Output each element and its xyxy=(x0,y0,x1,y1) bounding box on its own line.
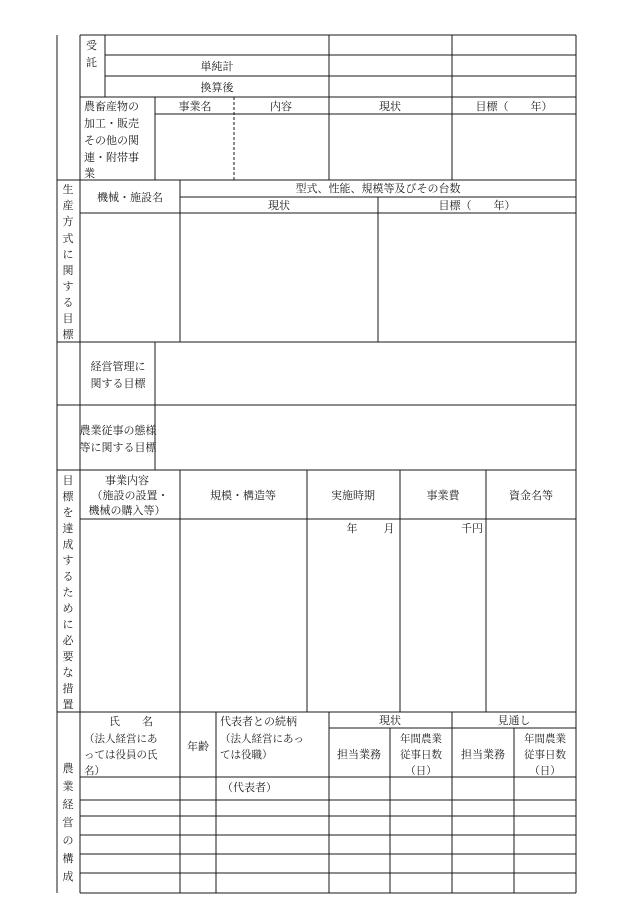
measures-side-char-9: め xyxy=(62,602,74,615)
production-side-char-1: 生 xyxy=(62,183,74,196)
composition-name-header-1: 氏 名 xyxy=(109,715,153,728)
processing-content-header: 内容 xyxy=(270,100,292,113)
measures-side-char-1: 目 xyxy=(62,474,74,487)
composition-relation-header-3: ては役職） xyxy=(220,749,273,761)
measures-side-char-15: 置 xyxy=(62,698,74,711)
management-goal-label-1: 経営管理に xyxy=(90,360,146,373)
production-current-header: 現状 xyxy=(268,199,290,212)
measures-side-char-13: な xyxy=(62,666,74,679)
composition-outlook-header: 見通し xyxy=(497,714,531,727)
measures-side-char-12: 要 xyxy=(62,650,74,663)
composition-name-header-3: っては役員の氏 xyxy=(84,749,158,761)
management-goal-label-2: 関する目標 xyxy=(90,377,146,390)
production-side-char-3: 方 xyxy=(62,215,74,228)
composition-side-char-7: 成 xyxy=(62,870,74,883)
measures-content-header-2: （施設の設置・ xyxy=(91,489,169,502)
itaku-subtotal-label: 単純計 xyxy=(200,60,234,73)
production-machine-header: 機械・施設名 xyxy=(97,191,163,204)
production-spec-header: 型式、性能、規模等及びその台数 xyxy=(295,182,461,195)
production-side-char-6: 関 xyxy=(62,264,74,277)
composition-current-duty-header: 担当業務 xyxy=(337,748,381,761)
itaku-converted-label: 換算後 xyxy=(200,81,234,94)
measures-content-header-1: 事業内容 xyxy=(105,474,149,487)
production-side-char-10: 標 xyxy=(62,328,74,341)
production-side-char-2: 産 xyxy=(62,199,74,212)
processing-target-header: 目標（ 年） xyxy=(475,100,553,113)
measures-side-char-2: 標 xyxy=(62,490,74,503)
measures-unit-cost: 千円 xyxy=(461,522,483,535)
production-section xyxy=(63,180,577,342)
itaku-label-1: 受 xyxy=(86,39,97,52)
composition-current-days-header-1: 年間農業 xyxy=(400,733,442,745)
production-side-char-4: 式 xyxy=(62,232,74,245)
measures-side-char-11: 必 xyxy=(62,634,74,647)
measures-content-header-3: 機械の購入等） xyxy=(88,504,166,517)
composition-current-header: 現状 xyxy=(379,714,401,727)
production-side-char-8: る xyxy=(62,296,74,309)
measures-scale-header: 規模・構造等 xyxy=(210,489,276,502)
composition-side-char-4: 営 xyxy=(62,816,74,829)
measures-side-char-4: 達 xyxy=(62,522,74,535)
measures-side-char-8: た xyxy=(62,586,74,599)
processing-label-line-2: 加工・販売 xyxy=(84,117,139,130)
production-target-header: 目標（ 年） xyxy=(438,199,516,212)
measures-cost-header: 事業費 xyxy=(426,489,460,502)
composition-relation-header-2: （法人経営にあっ xyxy=(220,733,304,745)
composition-outlook-days-header-2: 従事日数 xyxy=(524,749,566,761)
itaku-label-2: 託 xyxy=(86,56,97,69)
measures-side-char-14: 措 xyxy=(62,682,74,695)
composition-representative-label: （代表者） xyxy=(222,781,277,794)
composition-name-header-4: 名） xyxy=(84,765,105,777)
composition-current-days-header-2: 従事日数 xyxy=(400,749,442,761)
production-side-char-9: 目 xyxy=(62,312,74,325)
composition-side-char-1: 農 xyxy=(62,762,74,775)
composition-side-char-5: の xyxy=(62,834,74,847)
measures-section xyxy=(63,470,577,712)
composition-side-char-6: 構 xyxy=(62,852,74,865)
composition-side-char-2: 業 xyxy=(62,780,74,793)
composition-name-header-2: （法人経営にあ xyxy=(84,733,158,745)
measures-side-char-10: に xyxy=(62,618,74,631)
processing-section xyxy=(84,97,576,180)
processing-current-header: 現状 xyxy=(379,100,401,113)
composition-outlook-days-header-3: （日） xyxy=(529,765,561,777)
composition-outlook-days-header-1: 年間農業 xyxy=(524,733,566,745)
composition-outlook-duty-header: 担当業務 xyxy=(461,748,505,761)
production-side-char-7: す xyxy=(62,280,74,293)
processing-label-line-1: 農畜産物の xyxy=(84,100,139,113)
work-goal-label-2: 等に関する目標 xyxy=(79,441,157,454)
processing-label-line-5: 業 xyxy=(84,167,95,180)
measures-side-char-6: す xyxy=(62,554,74,567)
production-side-char-5: に xyxy=(62,248,74,261)
composition-current-days-header-3: （日） xyxy=(405,765,437,777)
measures-side-char-7: る xyxy=(62,570,74,583)
management-goal-section xyxy=(80,342,158,470)
processing-label-line-4: 連・附帯事 xyxy=(84,151,139,164)
work-goal-label-1: 農業従事の態様 xyxy=(79,424,157,437)
composition-section xyxy=(63,712,577,893)
measures-side-char-3: を xyxy=(62,506,74,519)
measures-unit-year: 年 xyxy=(346,522,358,535)
measures-unit-month: 月 xyxy=(383,522,395,535)
measures-side-char-5: 成 xyxy=(62,538,74,551)
composition-side-char-3: 経 xyxy=(62,798,74,811)
measures-fund-header: 資金名等 xyxy=(509,489,553,502)
composition-relation-header-1: 代表者との続柄 xyxy=(220,715,297,728)
processing-business-header: 事業名 xyxy=(178,100,212,113)
measures-period-header: 実施時期 xyxy=(331,489,375,502)
composition-age-header: 年齢 xyxy=(187,740,209,753)
processing-label-line-3: その他の関 xyxy=(84,134,139,147)
